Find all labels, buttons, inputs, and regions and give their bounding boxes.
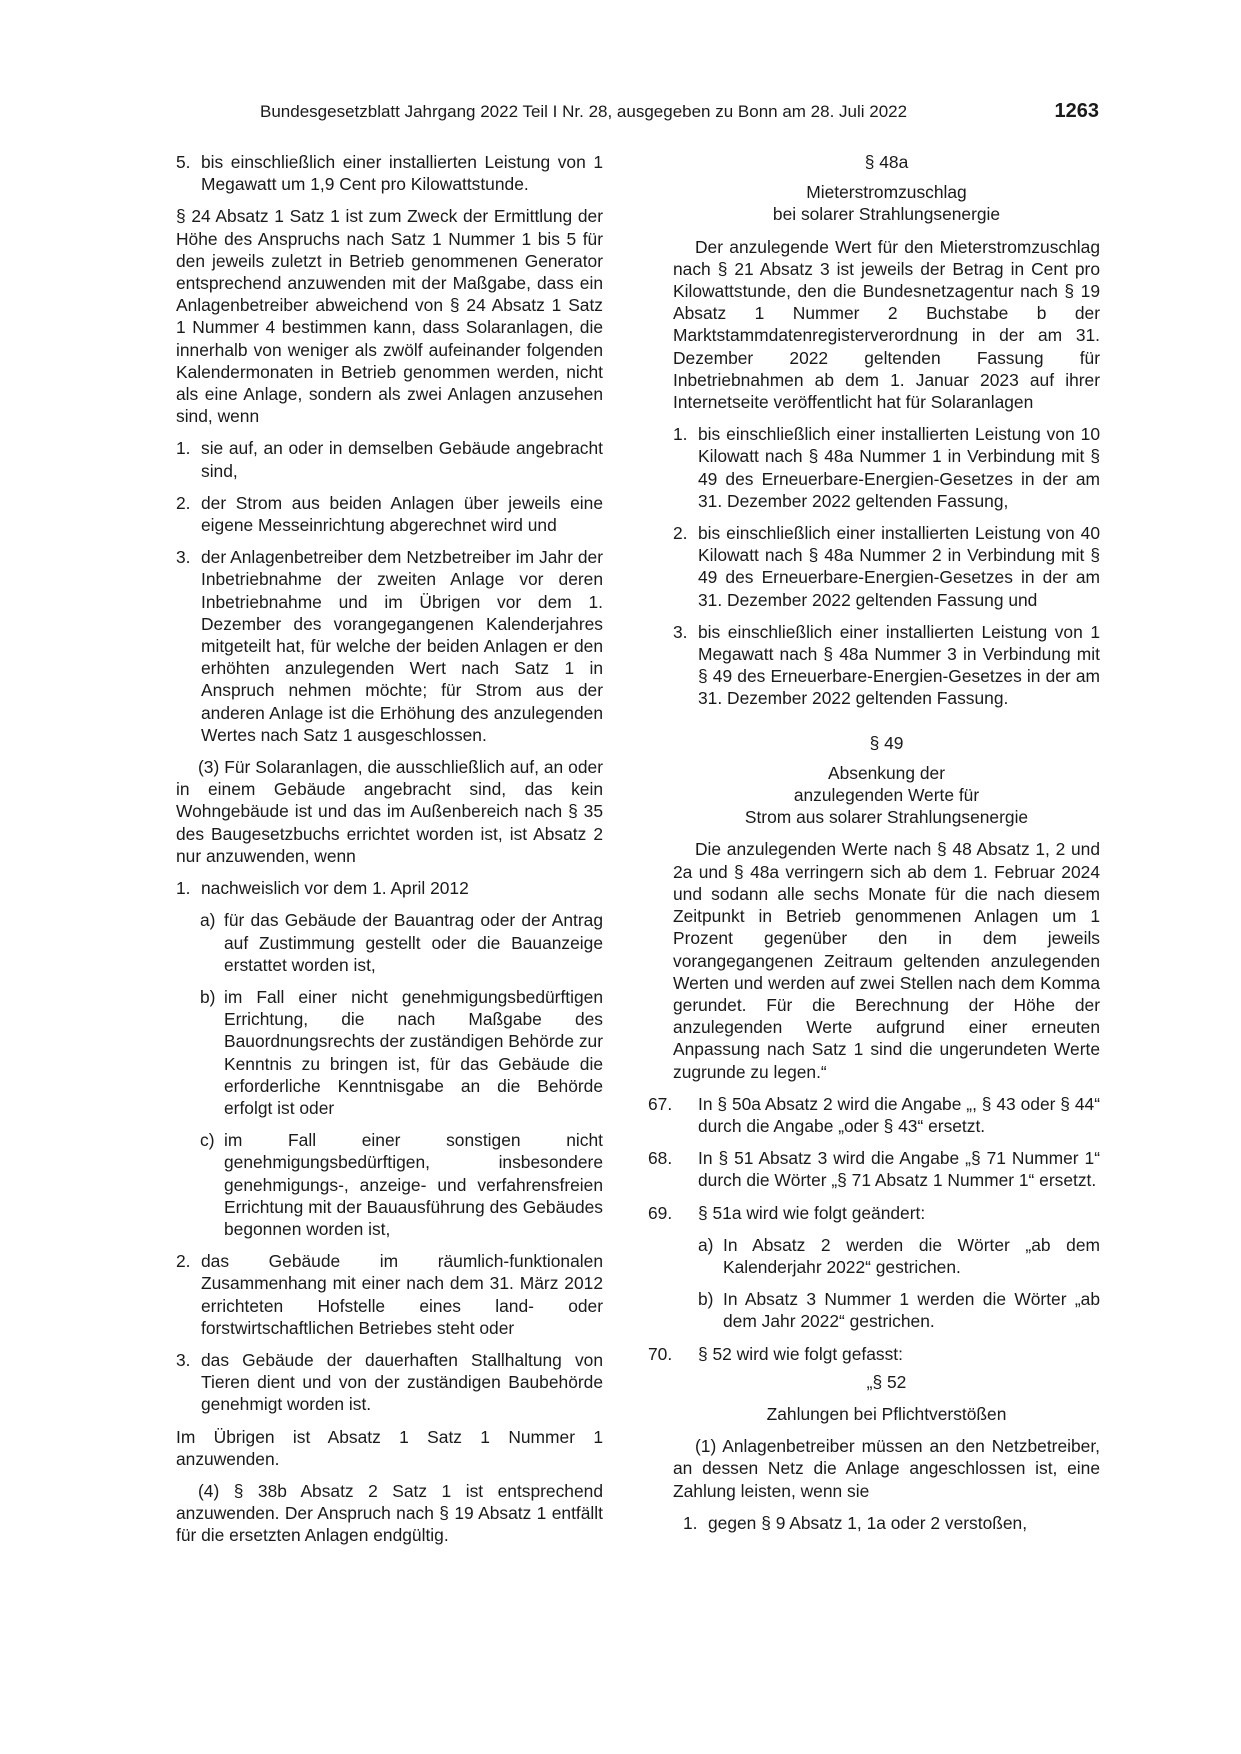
list-item: [176, 877, 603, 899]
item-number: 67.: [648, 1093, 673, 1114]
list-item: [176, 546, 603, 746]
item-text: sie auf, an oder in demselben Gebäude angebracht sind,: [201, 438, 603, 481]
amendment-item: [648, 1093, 1100, 1137]
item-number: 70.: [648, 1343, 673, 1364]
amendment-item: [648, 1147, 1100, 1191]
item-text: In Absatz 2 werden die Wörter „ab dem Kalenderjahr 2022“ gestrichen.: [723, 1234, 1100, 1277]
right-column: [648, 151, 1100, 1544]
section-number: § 49: [869, 732, 904, 753]
item-text: In § 50a Absatz 2 wird die Angabe „, § 43 oder § 44“ durch die Angabe „oder § 43“ ersetzt.: [698, 1093, 1100, 1136]
item-number: 2.: [176, 1251, 191, 1272]
item-text: für das Gebäude der Bauantrag oder der Antrag auf Zustimmung gestellt oder die Bauanzeige erstattet worden ist,: [224, 910, 603, 975]
item-text: nachweislich vor dem 1. April 2012: [201, 878, 469, 899]
item-number: 3.: [176, 547, 191, 568]
item-text: der Anlagenbetreiber dem Netzbetreiber im Jahr der Inbetriebnahme der zweiten Anlage vor deren Inbetriebnahme und im Übrigen vor dem 1. Dezember des vorangegangenen Kalenderjahres mitgeteilt hat, für welche der beiden Anlagen er den erhöhten anzulegenden Wert nach Satz 1 in Anspruch nehmen möchte; für Strom aus der anderen Anlage ist die Erhöhung des anzulegenden Wertes nach Satz 1 ausgeschlossen.: [201, 547, 603, 745]
item-letter: a): [698, 1234, 714, 1255]
item-letter: b): [698, 1289, 714, 1310]
sub-list-item: [200, 909, 603, 976]
section-title: anzulegenden Werte für: [793, 785, 980, 806]
section-title: Zahlungen bei Pflichtverstößen: [766, 1403, 1007, 1424]
item-letter: b): [200, 986, 216, 1007]
item-number: 1.: [673, 424, 688, 445]
paragraph: (3) Für Solaranlagen, die ausschließlich auf, an oder in einem Gebäude angebracht sind, das kein Wohngebäude ist und das im Außenbereich nach § 35 des Baugesetzbuchs errichtet worden ist, ist Absatz 2 nur anzuwenden, wenn: [176, 757, 603, 866]
amendment-item: [648, 1202, 1100, 1224]
list-item: [176, 151, 603, 195]
item-text: bis einschließlich einer installierten Leistung von 1 Megawatt um 1,9 Cent pro Kilowattstunde.: [201, 152, 603, 195]
section-title: Absenkung der: [828, 762, 945, 783]
paragraph: § 24 Absatz 1 Satz 1 ist zum Zweck der Ermittlung der Höhe des Anspruchs nach Satz 1 Nummer 1 bis 5 für den jeweils zuletzt in Betrieb genommenen Generator entsprechend anzuwenden mit der Maßgabe, dass ein Anlagenbetreiber abweichend von § 24 Absatz 1 Satz 1 Nummer 4 bestimmen kann, dass Solaranlagen, die innerhalb von weniger als zwölf aufeinander folgenden Kalendermonaten in Betrieb genommen werden, nicht als eine Anlage, sondern als zwei Anlagen anzusehen sind, wenn: [176, 206, 603, 427]
list-item: [673, 621, 1100, 710]
item-text: gegen § 9 Absatz 1, 1a oder 2 verstoßen,: [708, 1512, 1028, 1533]
item-number: 1.: [176, 878, 191, 899]
list-item: [176, 492, 603, 536]
item-letter: a): [200, 910, 216, 931]
section-number: § 48a: [864, 152, 909, 172]
item-text: bis einschließlich einer installierten Leistung von 10 Kilowatt nach § 48a Nummer 1 in Verbindung mit § 49 des Erneuerbare-Energien-Gesetzes in der am 31. Dezember 2022 geltenden Fassung,: [698, 424, 1100, 511]
list-item: [176, 437, 603, 481]
paragraph: Der anzulegende Wert für den Mieterstromzuschlag nach § 21 Absatz 3 ist jeweils der Betrag in Cent pro Kilowattstunde, den die Bundesnetzagentur nach § 19 Absatz 1 Nummer 2 Buchstabe b der Marktstammdatenregisterverordnung in der am 31. Dezember 2022 geltenden Fassung für Inbetriebnahmen ab dem 1. Januar 2023 auf ihrer Internetseite veröffentlicht hat für Solaranlagen: [673, 236, 1100, 413]
item-number: 69.: [648, 1202, 673, 1223]
item-text: In Absatz 3 Nummer 1 werden die Wörter „ab dem Jahr 2022“ gestrichen.: [723, 1289, 1100, 1332]
amendment-item: [648, 1343, 1100, 1365]
list-item: [176, 1250, 603, 1339]
item-text: der Strom aus beiden Anlagen über jeweils eine eigene Messeinrichtung abgerechnet wird und: [201, 492, 603, 536]
paragraph: (1) Anlagenbetreiber müssen an den Netzbetreiber, an dessen Netz die Anlage angeschlossen ist, eine Zahlung leisten, wenn sie: [673, 1436, 1100, 1501]
item-number: 2.: [176, 492, 191, 513]
item-number: 1.: [176, 438, 191, 459]
paragraph: (4) § 38b Absatz 2 Satz 1 ist entsprechend anzuwenden. Der Anspruch nach § 19 Absatz 1 entfällt für die ersetzten Anlagen endgültig.: [176, 1480, 603, 1546]
running-header: Bundesgesetzblatt Jahrgang 2022 Teil I Nr. 28, ausgegeben zu Bonn am 28. Juli 2022: [260, 102, 908, 121]
item-text: im Fall einer nicht genehmigungsbedürftigen Errichtung, die nach Maßgabe des Bauordnungsrechts der zuständigen Behörde zur Kenntnis zu bringen ist, für das Gebäude die erforderliche Kenntnisgabe an die Behörde erfolgt ist oder: [224, 986, 603, 1118]
item-text: im Fall einer sonstigen nicht genehmigungsbedürftigen, insbesondere genehmigungs-, anzeige- und verfahrensfreien Errichtung mit der Bauausführung des Gebäudes begonnen worden ist,: [224, 1130, 603, 1239]
item-number: 5.: [176, 152, 191, 172]
item-text: bis einschließlich einer installierten Leistung von 40 Kilowatt nach § 48a Nummer 2 in Verbindung mit § 49 des Erneuerbare-Energien-Gesetzes in der am 31. Dezember 2022 geltenden Fassung und: [698, 523, 1100, 610]
item-text: § 51a wird wie folgt geändert:: [698, 1202, 926, 1223]
item-number: 3.: [176, 1349, 191, 1370]
item-number: 68.: [648, 1148, 673, 1169]
list-item: [683, 1512, 1100, 1534]
list-item: [176, 1349, 603, 1416]
sub-list-item: [698, 1234, 1100, 1278]
paragraph: Die anzulegenden Werte nach § 48 Absatz 1, 2 und 2a und § 48a verringern sich ab dem 1. Februar 2024 und sodann alle sechs Monate für die nach diesem Zeitpunkt in Betrieb genommenen Anlagen um 1 Prozent gegenüber den in dem jeweils vorangegangenen Zeitraum geltenden anzulegenden Werten und werden auf zwei Stellen nach dem Komma gerundet. Für die Berechnung der Höhe der anzulegenden Werte aufgrund einer erneuten Anpassung nach Satz 1 sind die ungerundeten Werte zugrunde zu legen.“: [673, 839, 1100, 1082]
item-text: bis einschließlich einer installierten Leistung von 1 Megawatt nach § 48a Nummer 3 in Verbindung mit § 49 des Erneuerbare-Energien-Gesetzes in der am 31. Dezember 2022 geltenden Fassung.: [698, 621, 1100, 709]
sub-list-item: [200, 1129, 603, 1240]
item-text: § 52 wird wie folgt gefasst:: [698, 1343, 903, 1364]
item-text: das Gebäude der dauerhaften Stallhaltung von Tieren dient und von der zuständigen Baubehörde genehmigt worden ist.: [201, 1349, 603, 1415]
section-title: Mieterstromzuschlag: [806, 182, 967, 203]
item-text: In § 51 Absatz 3 wird die Angabe „§ 71 Nummer 1“ durch die Wörter „§ 71 Absatz 1 Nummer 1“ ersetzt.: [698, 1148, 1100, 1191]
item-number: 1.: [683, 1512, 698, 1533]
item-number: 2.: [673, 523, 688, 544]
section-title: Strom aus solarer Strahlungsenergie: [744, 807, 1029, 828]
sub-list-item: [698, 1288, 1100, 1332]
list-item: [673, 522, 1100, 611]
list-item: [673, 423, 1100, 512]
paragraph: Im Übrigen ist Absatz 1 Satz 1 Nummer 1 anzuwenden.: [176, 1426, 603, 1469]
item-text: das Gebäude im räumlich-funktionalen Zusammenhang mit einer nach dem 31. März 2012 errichteten Hofstelle eines land- oder forstwirtschaftlichen Betriebes steht oder: [201, 1251, 603, 1338]
section-title: bei solarer Strahlungsenergie: [772, 204, 1001, 225]
left-column: [176, 151, 603, 1557]
page-number: 1263: [1054, 100, 1099, 122]
item-number: 3.: [673, 621, 688, 642]
section-number: „§ 52: [866, 1371, 907, 1392]
sub-list-item: [200, 986, 603, 1119]
item-letter: c): [200, 1130, 215, 1151]
